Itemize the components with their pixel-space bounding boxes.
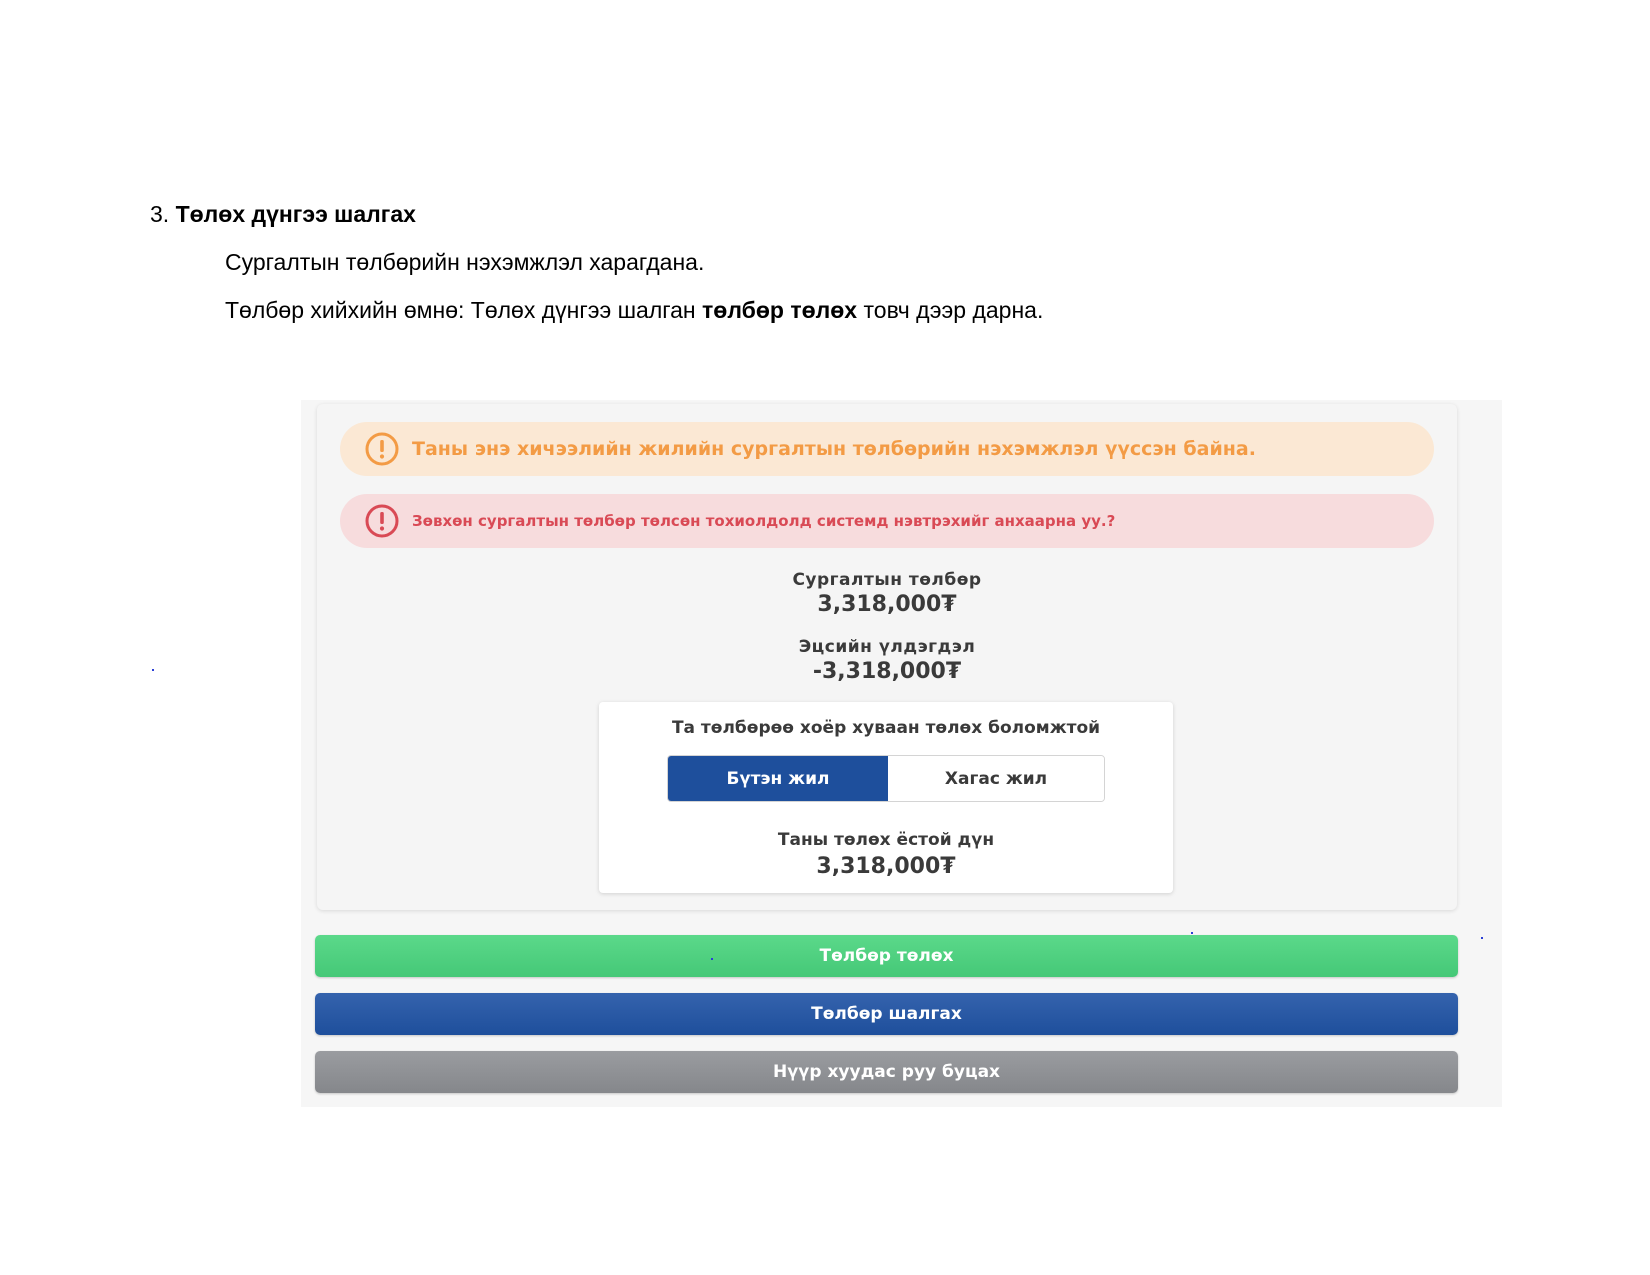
tuition-value: 3,318,000₮ bbox=[817, 592, 957, 617]
speck bbox=[1481, 937, 1483, 939]
tuition-label: Сургалтын төлбөр bbox=[792, 570, 982, 590]
balance-stat bbox=[317, 637, 1457, 684]
heading-title: Төлөх дүнгээ шалгах bbox=[175, 201, 416, 227]
payment-options-card bbox=[599, 702, 1173, 893]
half-year-button[interactable]: Хагас жил bbox=[888, 756, 1104, 801]
speck bbox=[711, 958, 713, 960]
warning-alert-text: Таны энэ хичээлийн жилийн сургалтын төлбөрийн нэхэмжлэл үүссэн байна. bbox=[412, 438, 1256, 460]
invoice-screenshot bbox=[301, 400, 1502, 1107]
back-to-home-button[interactable]: Нүүр хуудас руу буцах bbox=[315, 1051, 1458, 1093]
warning-alert bbox=[340, 422, 1434, 476]
instruction-line-1: Сургалтын төлбөрийн нэхэмжлэл харагдана. bbox=[225, 249, 705, 275]
speck bbox=[152, 669, 154, 671]
balance-value: -3,318,000₮ bbox=[812, 659, 962, 684]
amount-due-value: 3,318,000₮ bbox=[816, 854, 956, 879]
payment-options-title: Та төлбөрөө хоёр хуваан төлөх боломжтой bbox=[671, 718, 1101, 738]
instruction-line-2 bbox=[225, 296, 1043, 324]
invoice-card bbox=[317, 404, 1457, 910]
amount-due-label: Таны төлөх ёстой дүн bbox=[777, 830, 995, 850]
speck bbox=[1191, 932, 1193, 934]
tuition-stat bbox=[317, 570, 1457, 617]
danger-alert bbox=[340, 494, 1434, 548]
check-payment-button[interactable]: Төлбөр шалгах bbox=[315, 993, 1458, 1035]
balance-label: Эцсийн үлдэгдэл bbox=[798, 637, 976, 657]
instruction-bold: төлбөр төлөх bbox=[702, 297, 858, 323]
heading-number: 3. bbox=[150, 201, 170, 227]
full-year-button[interactable]: Бүтэн жил bbox=[668, 756, 888, 801]
instruction-prefix: Төлбөр хийхийн өмнө: Төлөх дүнгээ шалган bbox=[225, 297, 703, 323]
danger-alert-text: Зөвхөн сургалтын төлбөр төлсөн тохиолдолд системд нэвтрэхийг анхаарна уу.? bbox=[412, 512, 1116, 530]
instruction-suffix: товч дээр дарна. bbox=[857, 297, 1044, 323]
exclamation-circle-icon bbox=[364, 503, 400, 539]
pay-button[interactable]: Төлбөр төлөх bbox=[315, 935, 1458, 977]
section-heading bbox=[150, 200, 416, 228]
exclamation-circle-icon bbox=[364, 431, 400, 467]
payment-period-toggle bbox=[667, 755, 1105, 802]
